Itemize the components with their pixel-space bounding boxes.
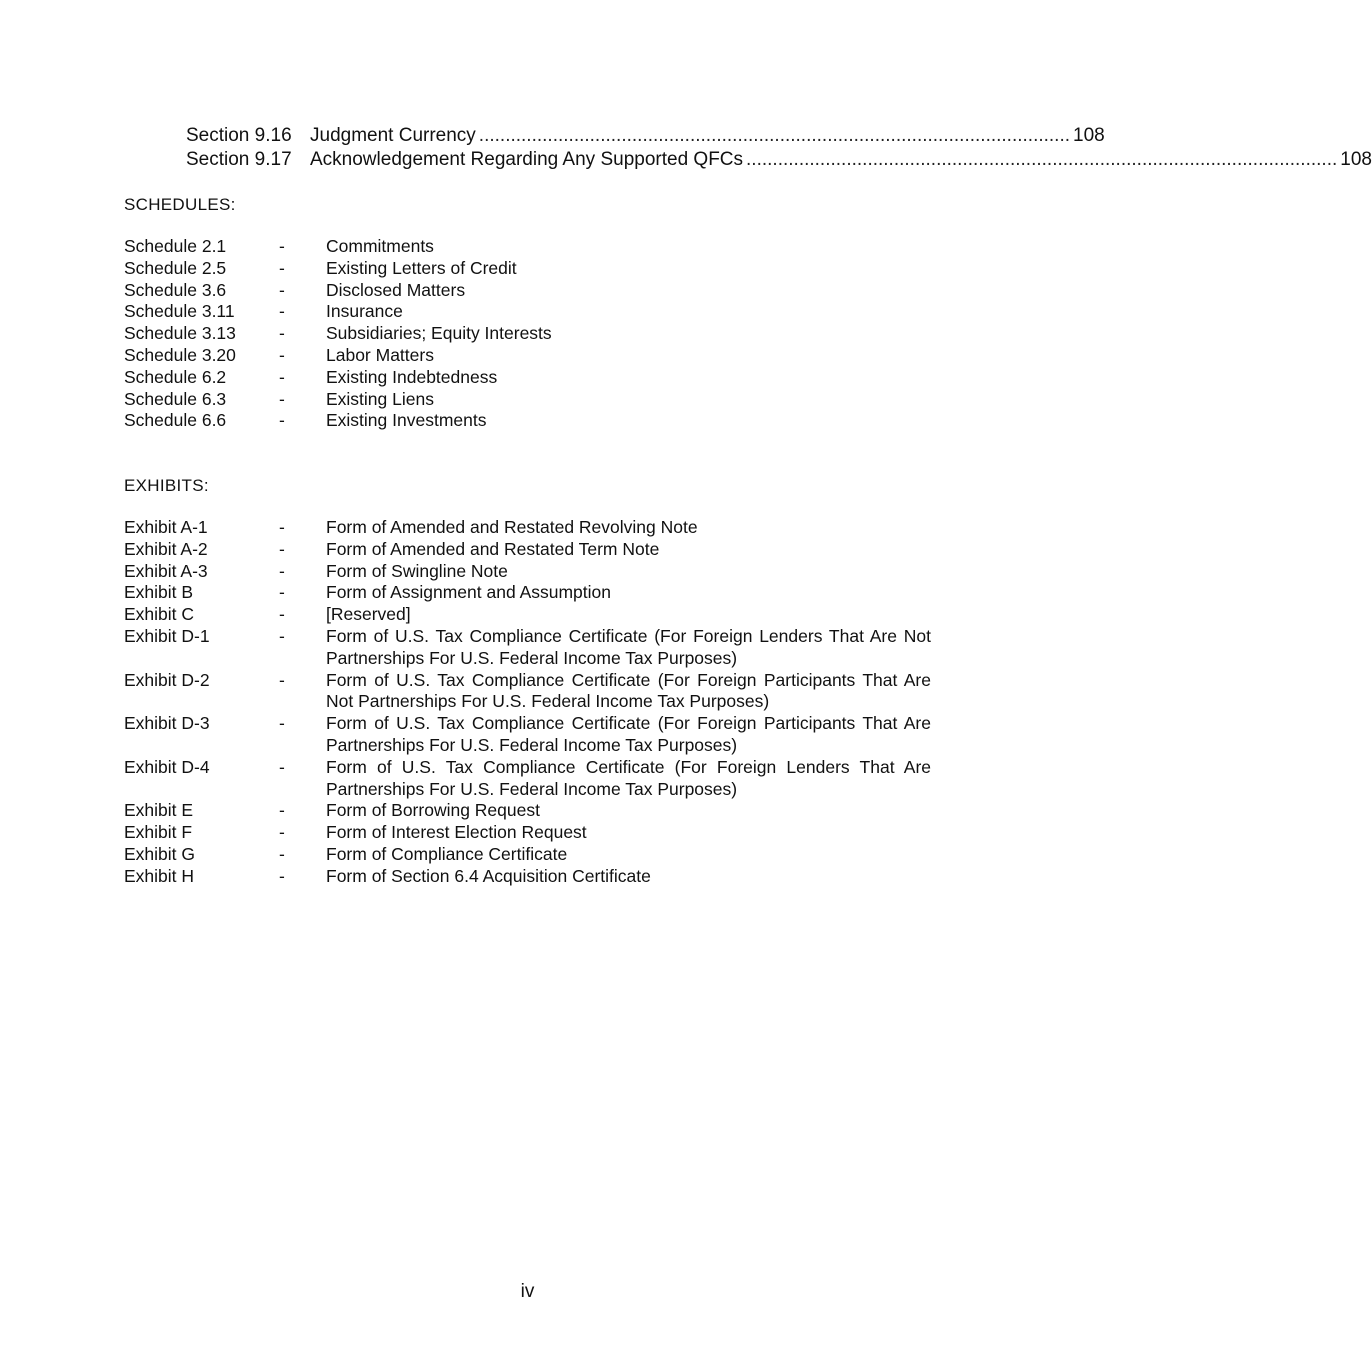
item-description: Existing Indebtedness: [326, 366, 498, 387]
toc-section-number: Section 9.16: [186, 125, 292, 146]
item-description: Insurance: [326, 301, 403, 322]
item-label: Exhibit G: [124, 843, 195, 864]
table-of-contents: [186, 124, 1372, 172]
list-item: [124, 517, 931, 539]
item-dash: -: [279, 843, 285, 864]
item-dash: -: [279, 538, 285, 559]
exhibits-list: [124, 517, 931, 888]
item-description: Form of U.S. Tax Compliance Certificate (For Foreign Lenders That Are Partnerships For U.S. Federal Income Tax Purposes): [326, 756, 931, 799]
item-description: [Reserved]: [326, 604, 411, 625]
list-item: [124, 410, 931, 432]
item-description: Form of Swingline Note: [326, 560, 508, 581]
item-label: Schedule 6.3: [124, 388, 227, 409]
list-item: [124, 236, 931, 258]
item-description: Form of U.S. Tax Compliance Certificate (For Foreign Lenders That Are Not Partnerships For U.S. Federal Income Tax Purposes): [326, 625, 931, 668]
page-number: iv: [520, 1281, 535, 1302]
item-label: Schedule 2.5: [124, 257, 227, 278]
item-label: Schedule 3.13: [124, 323, 236, 344]
list-item: [124, 670, 931, 714]
toc-section-title: Judgment Currency: [310, 125, 476, 146]
item-description: Subsidiaries; Equity Interests: [326, 323, 552, 344]
item-dash: -: [279, 625, 285, 646]
list-item: [124, 604, 931, 626]
item-label: Schedule 3.11: [124, 301, 235, 322]
item-description: Form of Section 6.4 Acquisition Certificate: [326, 865, 651, 886]
item-dash: -: [279, 301, 285, 322]
item-description: Form of Interest Election Request: [326, 822, 587, 843]
list-item: [124, 866, 931, 888]
item-dash: -: [279, 713, 285, 734]
list-item: [124, 389, 931, 411]
item-label: Exhibit E: [124, 800, 194, 821]
item-dash: -: [279, 822, 285, 843]
item-dash: -: [279, 756, 285, 777]
exhibits-heading: EXHIBITS:: [124, 476, 209, 495]
item-description: Form of Compliance Certificate: [326, 843, 568, 864]
item-description: Labor Matters: [326, 344, 434, 365]
item-label: Schedule 6.2: [124, 366, 227, 387]
schedules-list: [124, 236, 931, 432]
toc-section-number: Section 9.17: [186, 149, 292, 170]
toc-dot-leader: ................................................................................................................: [478, 125, 1071, 146]
list-item: [124, 822, 931, 844]
list-item: [124, 258, 931, 280]
toc-entry-section-9-17[interactable]: [186, 148, 1372, 172]
item-description: Existing Investments: [326, 410, 487, 431]
toc-entry-section-9-16[interactable]: [186, 124, 1105, 148]
item-label: Exhibit C: [124, 604, 195, 625]
item-label: Exhibit D-3: [124, 713, 210, 734]
item-label: Schedule 3.20: [124, 344, 236, 365]
item-label: Exhibit A-2: [124, 538, 208, 559]
list-item: [124, 367, 931, 389]
list-item: [124, 757, 931, 801]
item-label: Schedule 3.6: [124, 279, 227, 300]
item-dash: -: [279, 257, 285, 278]
item-description: Existing Liens: [326, 388, 434, 409]
item-dash: -: [279, 388, 285, 409]
item-dash: -: [279, 236, 285, 256]
item-dash: -: [279, 669, 285, 690]
item-description: Form of U.S. Tax Compliance Certificate (For Foreign Participants That Are Not Partnerships For U.S. Federal Income Tax Purposes): [326, 669, 931, 712]
item-description: Form of Borrowing Request: [326, 800, 540, 821]
list-item: [124, 280, 931, 302]
toc-section-title: Acknowledgement Regarding Any Supported QFCs: [310, 149, 744, 170]
item-description: Form of Amended and Restated Revolving Note: [326, 517, 698, 537]
list-item: [124, 582, 931, 604]
item-description: Form of Amended and Restated Term Note: [326, 538, 660, 559]
item-dash: -: [279, 344, 285, 365]
list-item: [124, 561, 931, 583]
item-label: Exhibit D-1: [124, 625, 210, 646]
list-item: [124, 345, 931, 367]
list-item: [124, 539, 931, 561]
list-item: [124, 713, 931, 757]
item-label: Schedule 2.1: [124, 236, 227, 256]
list-item: [124, 301, 931, 323]
toc-dot-leader: ................................................................................................................: [746, 149, 1338, 170]
item-label: Exhibit F: [124, 822, 193, 843]
item-description: Form of Assignment and Assumption: [326, 582, 611, 603]
item-dash: -: [279, 366, 285, 387]
item-description: Existing Letters of Credit: [326, 257, 517, 278]
item-dash: -: [279, 604, 285, 625]
item-label: Exhibit H: [124, 865, 195, 886]
item-dash: -: [279, 560, 285, 581]
item-label: Schedule 6.6: [124, 410, 227, 431]
list-item: [124, 844, 931, 866]
item-label: Exhibit A-3: [124, 560, 208, 581]
item-dash: -: [279, 279, 285, 300]
item-dash: -: [279, 517, 285, 537]
item-description: Disclosed Matters: [326, 279, 466, 300]
item-dash: -: [279, 410, 285, 431]
item-label: Exhibit D-4: [124, 756, 210, 777]
list-item: [124, 323, 931, 345]
list-item: [124, 800, 931, 822]
list-item: [124, 626, 931, 670]
item-label: Exhibit D-2: [124, 669, 210, 690]
item-dash: -: [279, 800, 285, 821]
item-label: Exhibit B: [124, 582, 194, 603]
item-description: Form of U.S. Tax Compliance Certificate (For Foreign Participants That Are Partnerships For U.S. Federal Income Tax Purposes): [326, 713, 931, 755]
schedules-heading: SCHEDULES:: [124, 195, 236, 214]
item-dash: -: [279, 323, 285, 344]
item-description: Commitments: [326, 236, 434, 256]
toc-page-number: 108: [1340, 149, 1372, 170]
toc-page-number: 108: [1073, 125, 1105, 146]
item-dash: -: [279, 582, 285, 603]
item-dash: -: [279, 865, 285, 886]
item-label: Exhibit A-1: [124, 517, 208, 537]
